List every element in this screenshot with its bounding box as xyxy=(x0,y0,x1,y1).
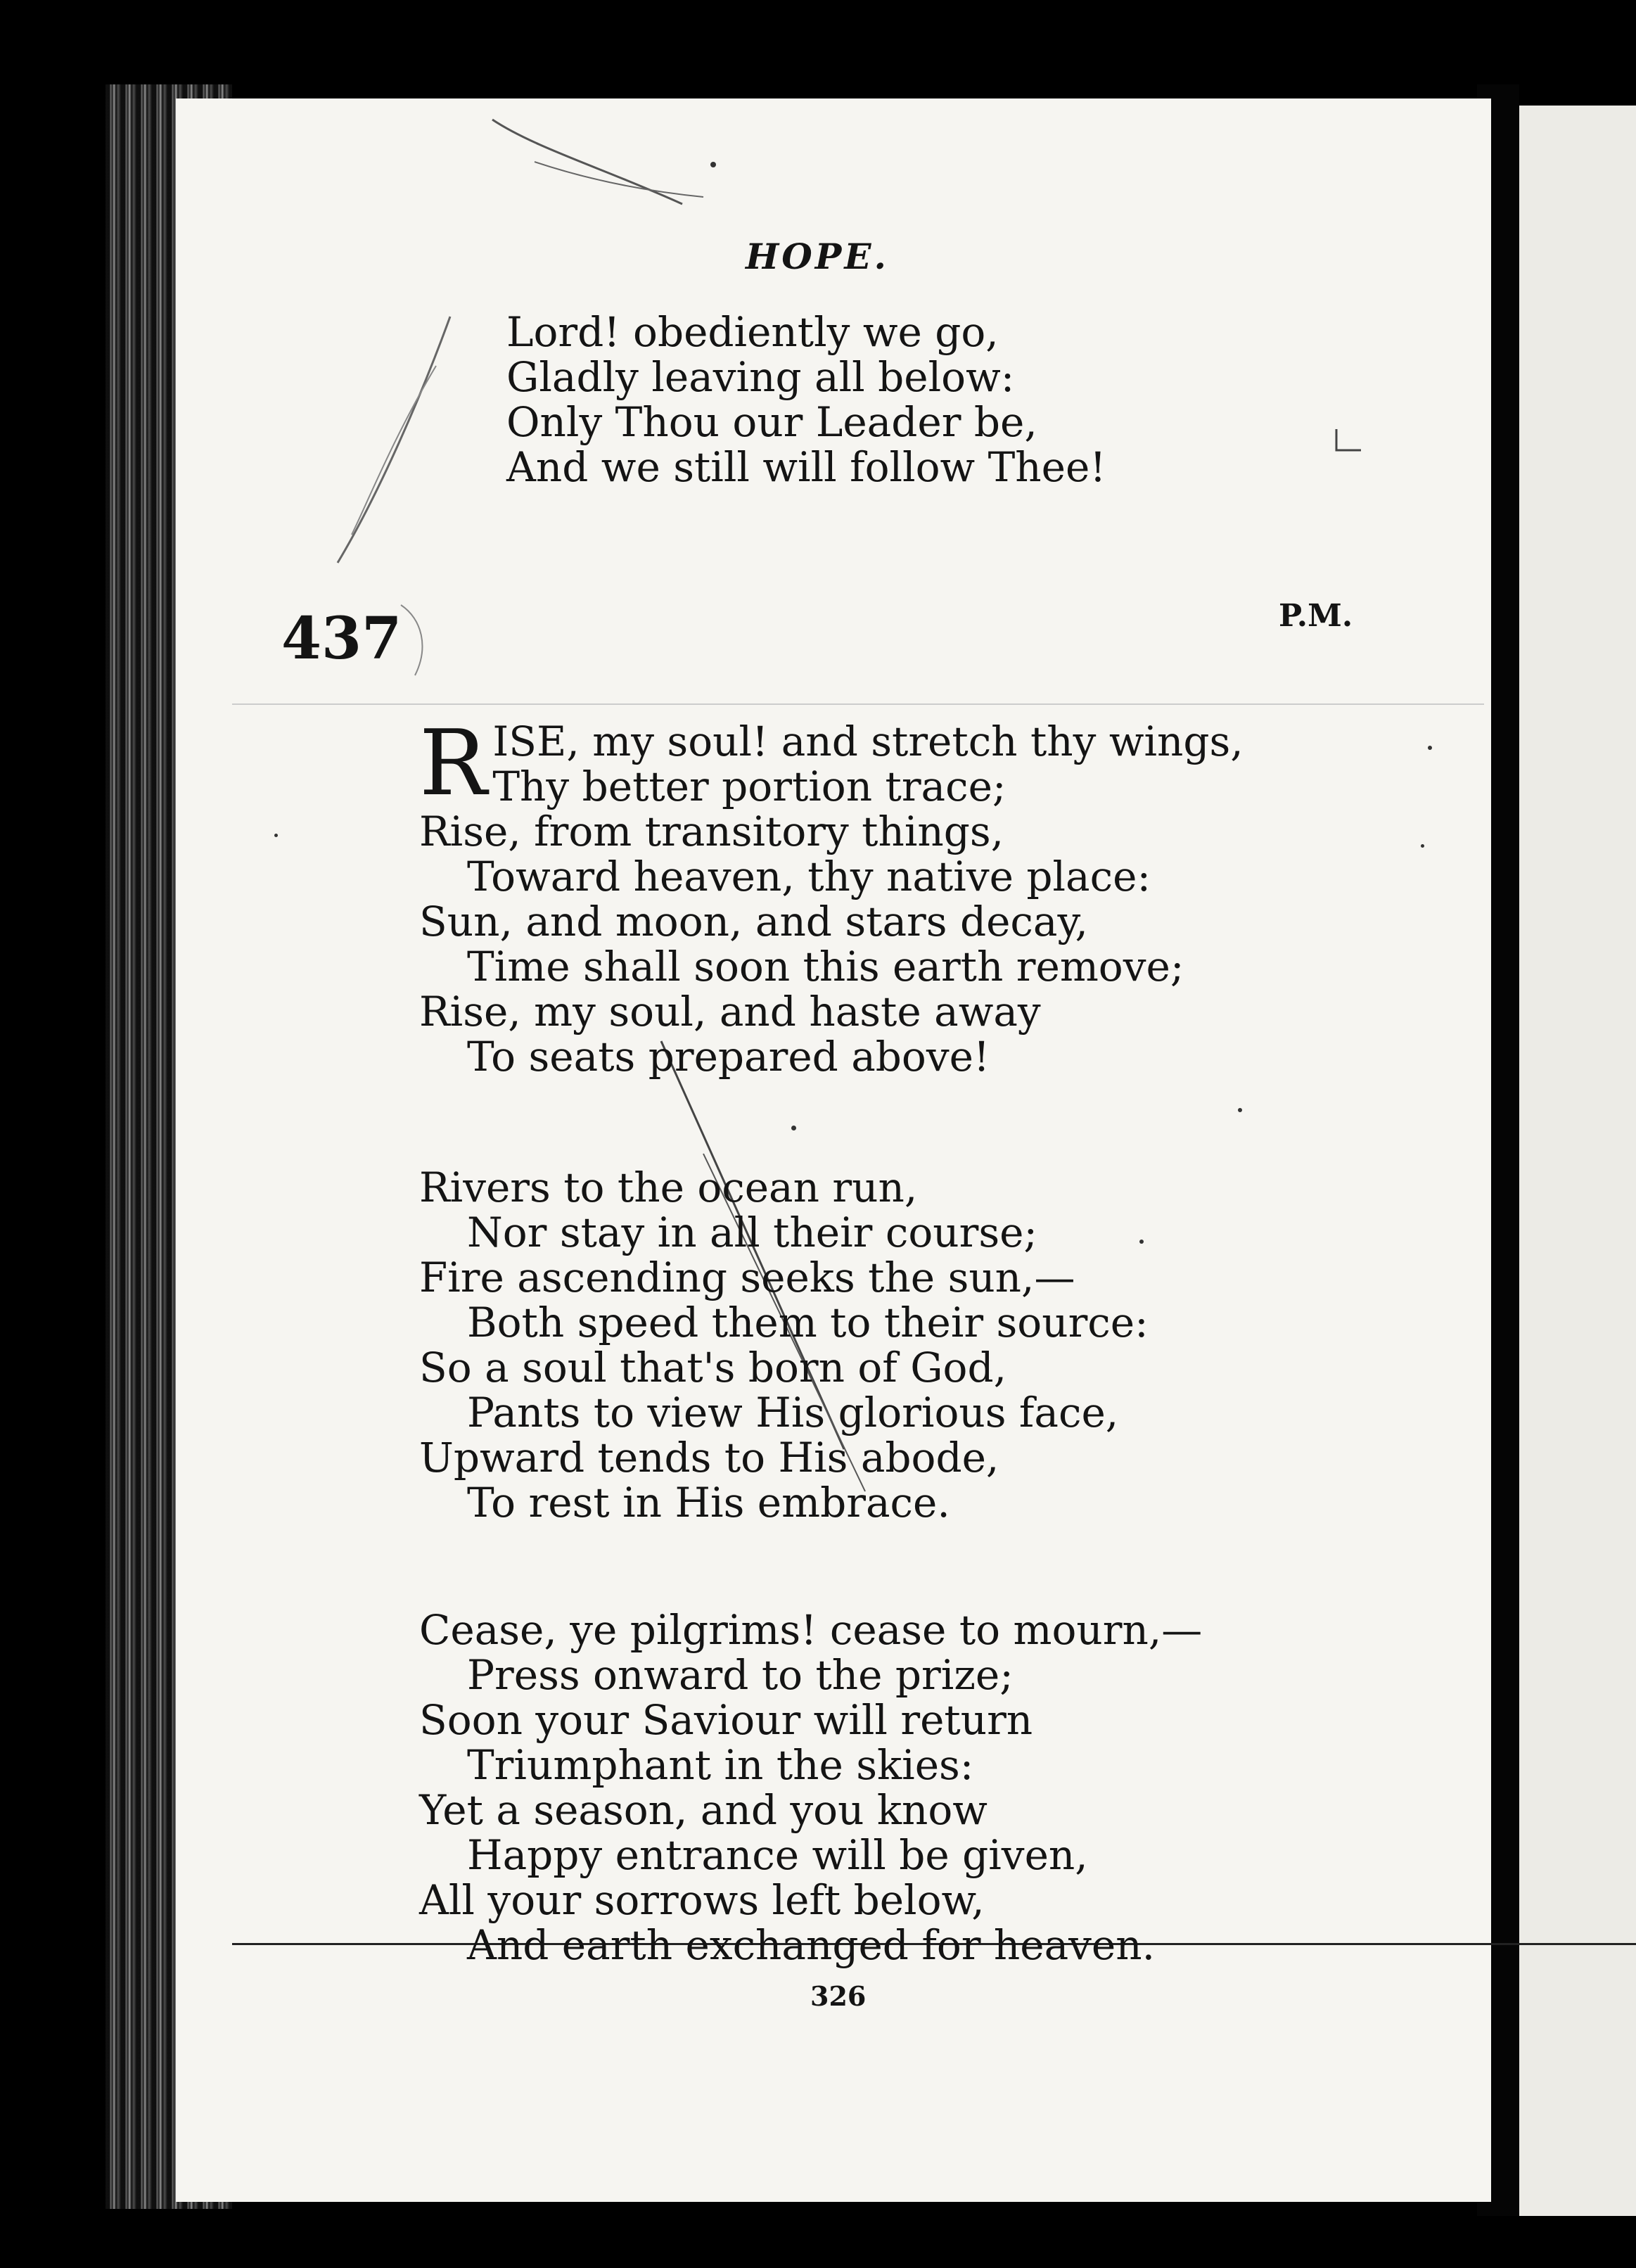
verse-line: Sun, and moon, and stars decay, xyxy=(419,898,1088,945)
speck xyxy=(791,1126,796,1130)
verse-line: Happy entrance will be given, xyxy=(467,1831,1088,1879)
verse-line: Soon your Saviour will return xyxy=(419,1696,1033,1744)
verse-line: To seats prepared above! xyxy=(467,1033,990,1081)
speck xyxy=(1238,1108,1242,1112)
verse-line: All your sorrows left below, xyxy=(419,1876,985,1924)
verse-line: ISE, my soul! and stretch thy wings, xyxy=(492,718,1244,765)
drop-cap: R xyxy=(419,711,487,816)
verse-line: Gladly leaving all below: xyxy=(506,353,1015,401)
verse-line: And we still will follow Thee! xyxy=(506,443,1106,491)
prev-hymn-stanza xyxy=(506,310,1106,490)
verse-line: To rest in His embrace. xyxy=(467,1479,950,1527)
scan-rule-top xyxy=(232,703,1484,705)
speck xyxy=(1421,844,1424,848)
speck xyxy=(710,162,716,167)
speck xyxy=(274,834,278,837)
verse-line: Rise, from transitory things, xyxy=(419,808,1004,855)
hymn-number: 437 xyxy=(281,605,402,673)
verse-line: Press onward to the prize; xyxy=(467,1651,1014,1699)
verse-line: Toward heaven, thy native place: xyxy=(467,853,1151,900)
verse-line: Rise, my soul, and haste away xyxy=(419,988,1041,1036)
verse-line: Time shall soon this earth remove; xyxy=(467,943,1184,990)
page-number: 326 xyxy=(810,1980,867,2012)
verse-line: Fire ascending seeks the sun,— xyxy=(419,1254,1075,1301)
verse-line: So a soul that's born of God, xyxy=(419,1344,1007,1391)
verse-line: Nor stay in all their course; xyxy=(467,1209,1037,1256)
stanza-2 xyxy=(419,1165,1149,1525)
verse-line: Triumphant in the skies: xyxy=(467,1741,974,1789)
verse-line: Yet a season, and you know xyxy=(419,1786,988,1834)
verse-line: Upward tends to His abode, xyxy=(419,1434,999,1482)
verse-line: Both speed them to their source: xyxy=(467,1299,1149,1346)
verse-line: Only Thou our Leader be, xyxy=(506,398,1037,446)
running-title: HOPE. xyxy=(746,236,889,277)
verse-line: Rivers to the ocean run, xyxy=(419,1164,918,1211)
stanza-1 xyxy=(419,711,1244,1081)
hymn-meter: P.M. xyxy=(1279,598,1353,634)
verse-line: Thy better portion trace; xyxy=(492,763,1006,810)
verse-line: Pants to view His glorious face, xyxy=(467,1389,1119,1436)
verse-line: Cease, ye pilgrims! cease to mourn,— xyxy=(419,1606,1203,1654)
stanza-3 xyxy=(419,1607,1202,1968)
verse-line: And earth exchanged for heaven. xyxy=(467,1921,1156,1969)
verse-line: Lord! obediently we go, xyxy=(506,308,999,356)
speck xyxy=(1428,746,1432,750)
